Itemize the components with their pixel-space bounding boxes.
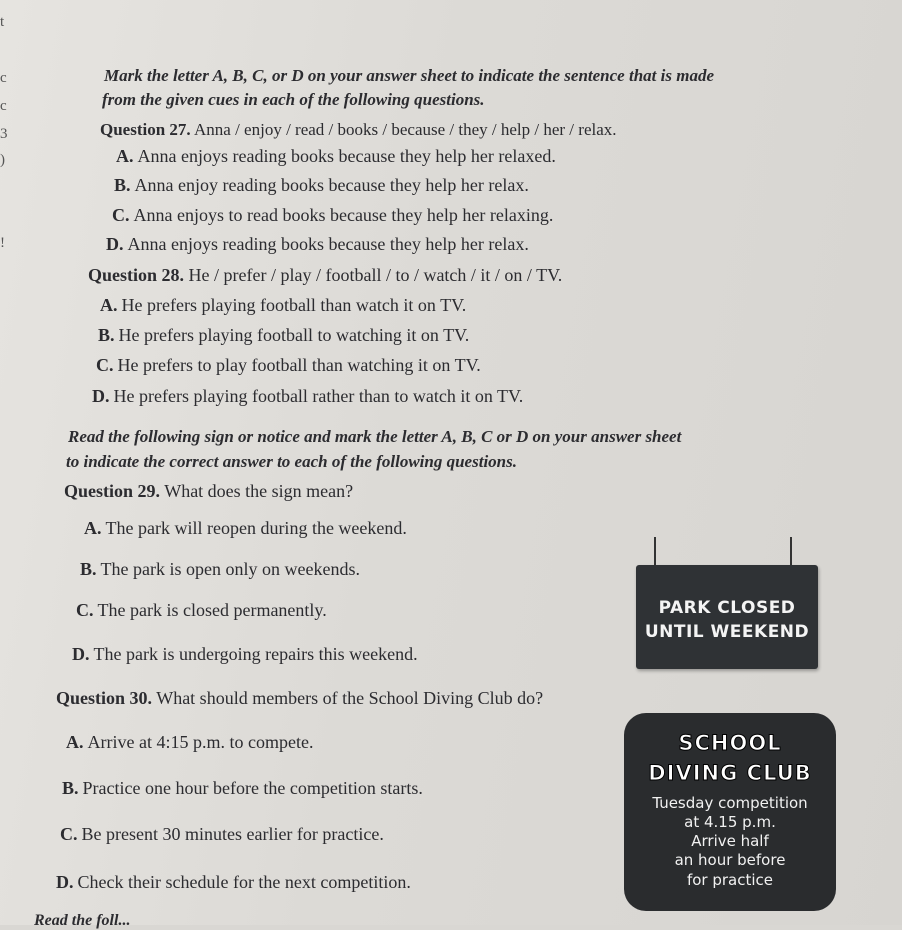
question-label: Question 28. (88, 265, 185, 285)
q28-option-b[interactable] (98, 325, 469, 346)
option-letter: D. (72, 644, 90, 664)
park-sign-line-1: PARK CLOSED (658, 598, 796, 618)
option-letter: A. (66, 732, 84, 752)
q27-option-b[interactable] (114, 175, 529, 196)
question-prompt: He / prefer / play / football / to / watch / it / on / TV. (188, 265, 563, 285)
instructions-2-line-1: Read the following sign or notice and mark the letter A, B, C or D on your answer sheet (68, 427, 682, 446)
club-sign-line-5: Arrive half (691, 832, 769, 850)
question-label: Question 29. (64, 481, 161, 501)
q27-option-d[interactable] (106, 234, 529, 255)
option-text: The park is undergoing repairs this weekend. (93, 644, 418, 664)
question-28 (88, 265, 562, 286)
option-letter: C. (76, 600, 94, 620)
park-closed-sign (636, 565, 818, 669)
margin-mark: c (0, 98, 7, 114)
q29-option-a[interactable] (84, 518, 407, 539)
q30-option-a[interactable] (66, 732, 313, 753)
option-letter: A. (116, 146, 134, 166)
margin-mark: t (0, 14, 5, 30)
q27-option-a[interactable] (116, 146, 556, 167)
club-sign-line-3: Tuesday competition (652, 794, 808, 812)
option-letter: D. (106, 234, 124, 254)
diving-club-notice (624, 713, 836, 911)
margin-mark: ) (0, 152, 5, 168)
question-prompt: What should members of the School Diving Club do? (156, 688, 544, 708)
option-letter: A. (100, 295, 118, 315)
instructions-1-line-1: Mark the letter A, B, C, or D on your answer sheet to indicate the sentence that is made (104, 66, 714, 85)
q30-option-b[interactable] (62, 778, 423, 799)
option-text: Anna enjoys reading books because they help her relaxed. (137, 146, 556, 166)
cut-off-instruction: Read the foll... (34, 912, 131, 929)
option-text: He prefers playing football rather than to watch it on TV. (113, 386, 524, 406)
q30-option-c[interactable] (60, 824, 384, 845)
question-30 (56, 688, 543, 709)
option-letter: B. (114, 175, 131, 195)
option-letter: C. (60, 824, 78, 844)
sign-wire (654, 537, 656, 567)
option-letter: B. (80, 559, 97, 579)
option-text: Anna enjoy reading books because they help her relax. (134, 175, 529, 195)
margin-mark: 3 (0, 126, 8, 142)
q30-option-d[interactable] (56, 872, 411, 893)
question-prompt: What does the sign mean? (164, 481, 354, 501)
option-text: He prefers playing football than watch it on TV. (121, 295, 467, 315)
instructions-1-line-2: from the given cues in each of the following questions. (102, 90, 485, 109)
club-sign-line-7: for practice (686, 871, 774, 889)
question-27 (100, 120, 617, 140)
club-sign-line-1: SCHOOL (678, 731, 782, 755)
question-prompt: Anna / enjoy / read / books / because / they / help / her / relax. (194, 120, 617, 139)
option-text: He prefers to play football than watching it on TV. (117, 355, 481, 375)
q27-option-c[interactable] (112, 205, 553, 226)
club-sign-line-2: DIVING CLUB (648, 761, 812, 785)
question-29 (64, 481, 353, 502)
option-text: The park will reopen during the weekend. (105, 518, 407, 538)
option-text: Anna enjoys reading books because they help her relax. (127, 234, 529, 254)
option-letter: C. (112, 205, 130, 225)
instructions-2-line-2: to indicate the correct answer to each of the following questions. (66, 452, 517, 471)
option-text: Arrive at 4:15 p.m. to compete. (87, 732, 314, 752)
option-letter: B. (62, 778, 79, 798)
q28-option-d[interactable] (92, 386, 523, 407)
margin-mark: ! (0, 235, 5, 251)
option-letter: D. (92, 386, 110, 406)
option-text: Check their schedule for the next competition. (77, 872, 411, 892)
option-text: Be present 30 minutes earlier for practice. (81, 824, 384, 844)
question-label: Question 27. (100, 120, 191, 139)
option-letter: B. (98, 325, 115, 345)
q29-option-b[interactable] (80, 559, 360, 580)
option-letter: A. (84, 518, 102, 538)
option-text: Practice one hour before the competition starts. (82, 778, 423, 798)
option-letter: D. (56, 872, 74, 892)
club-sign-line-6: an hour before (674, 851, 786, 869)
question-label: Question 30. (56, 688, 153, 708)
option-text: Anna enjoys to read books because they help her relaxing. (133, 205, 554, 225)
option-text: He prefers playing football to watching it on TV. (118, 325, 470, 345)
club-sign-line-4: at 4.15 p.m. (684, 813, 776, 831)
q28-option-a[interactable] (100, 295, 466, 316)
option-text: The park is closed permanently. (97, 600, 327, 620)
option-letter: C. (96, 355, 114, 375)
margin-mark: c (0, 70, 7, 86)
q29-option-d[interactable] (72, 644, 418, 665)
option-text: The park is open only on weekends. (100, 559, 360, 579)
sign-wire (790, 537, 792, 567)
q28-option-c[interactable] (96, 355, 481, 376)
q29-option-c[interactable] (76, 600, 327, 621)
park-sign-line-2: UNTIL WEEKEND (644, 622, 810, 642)
